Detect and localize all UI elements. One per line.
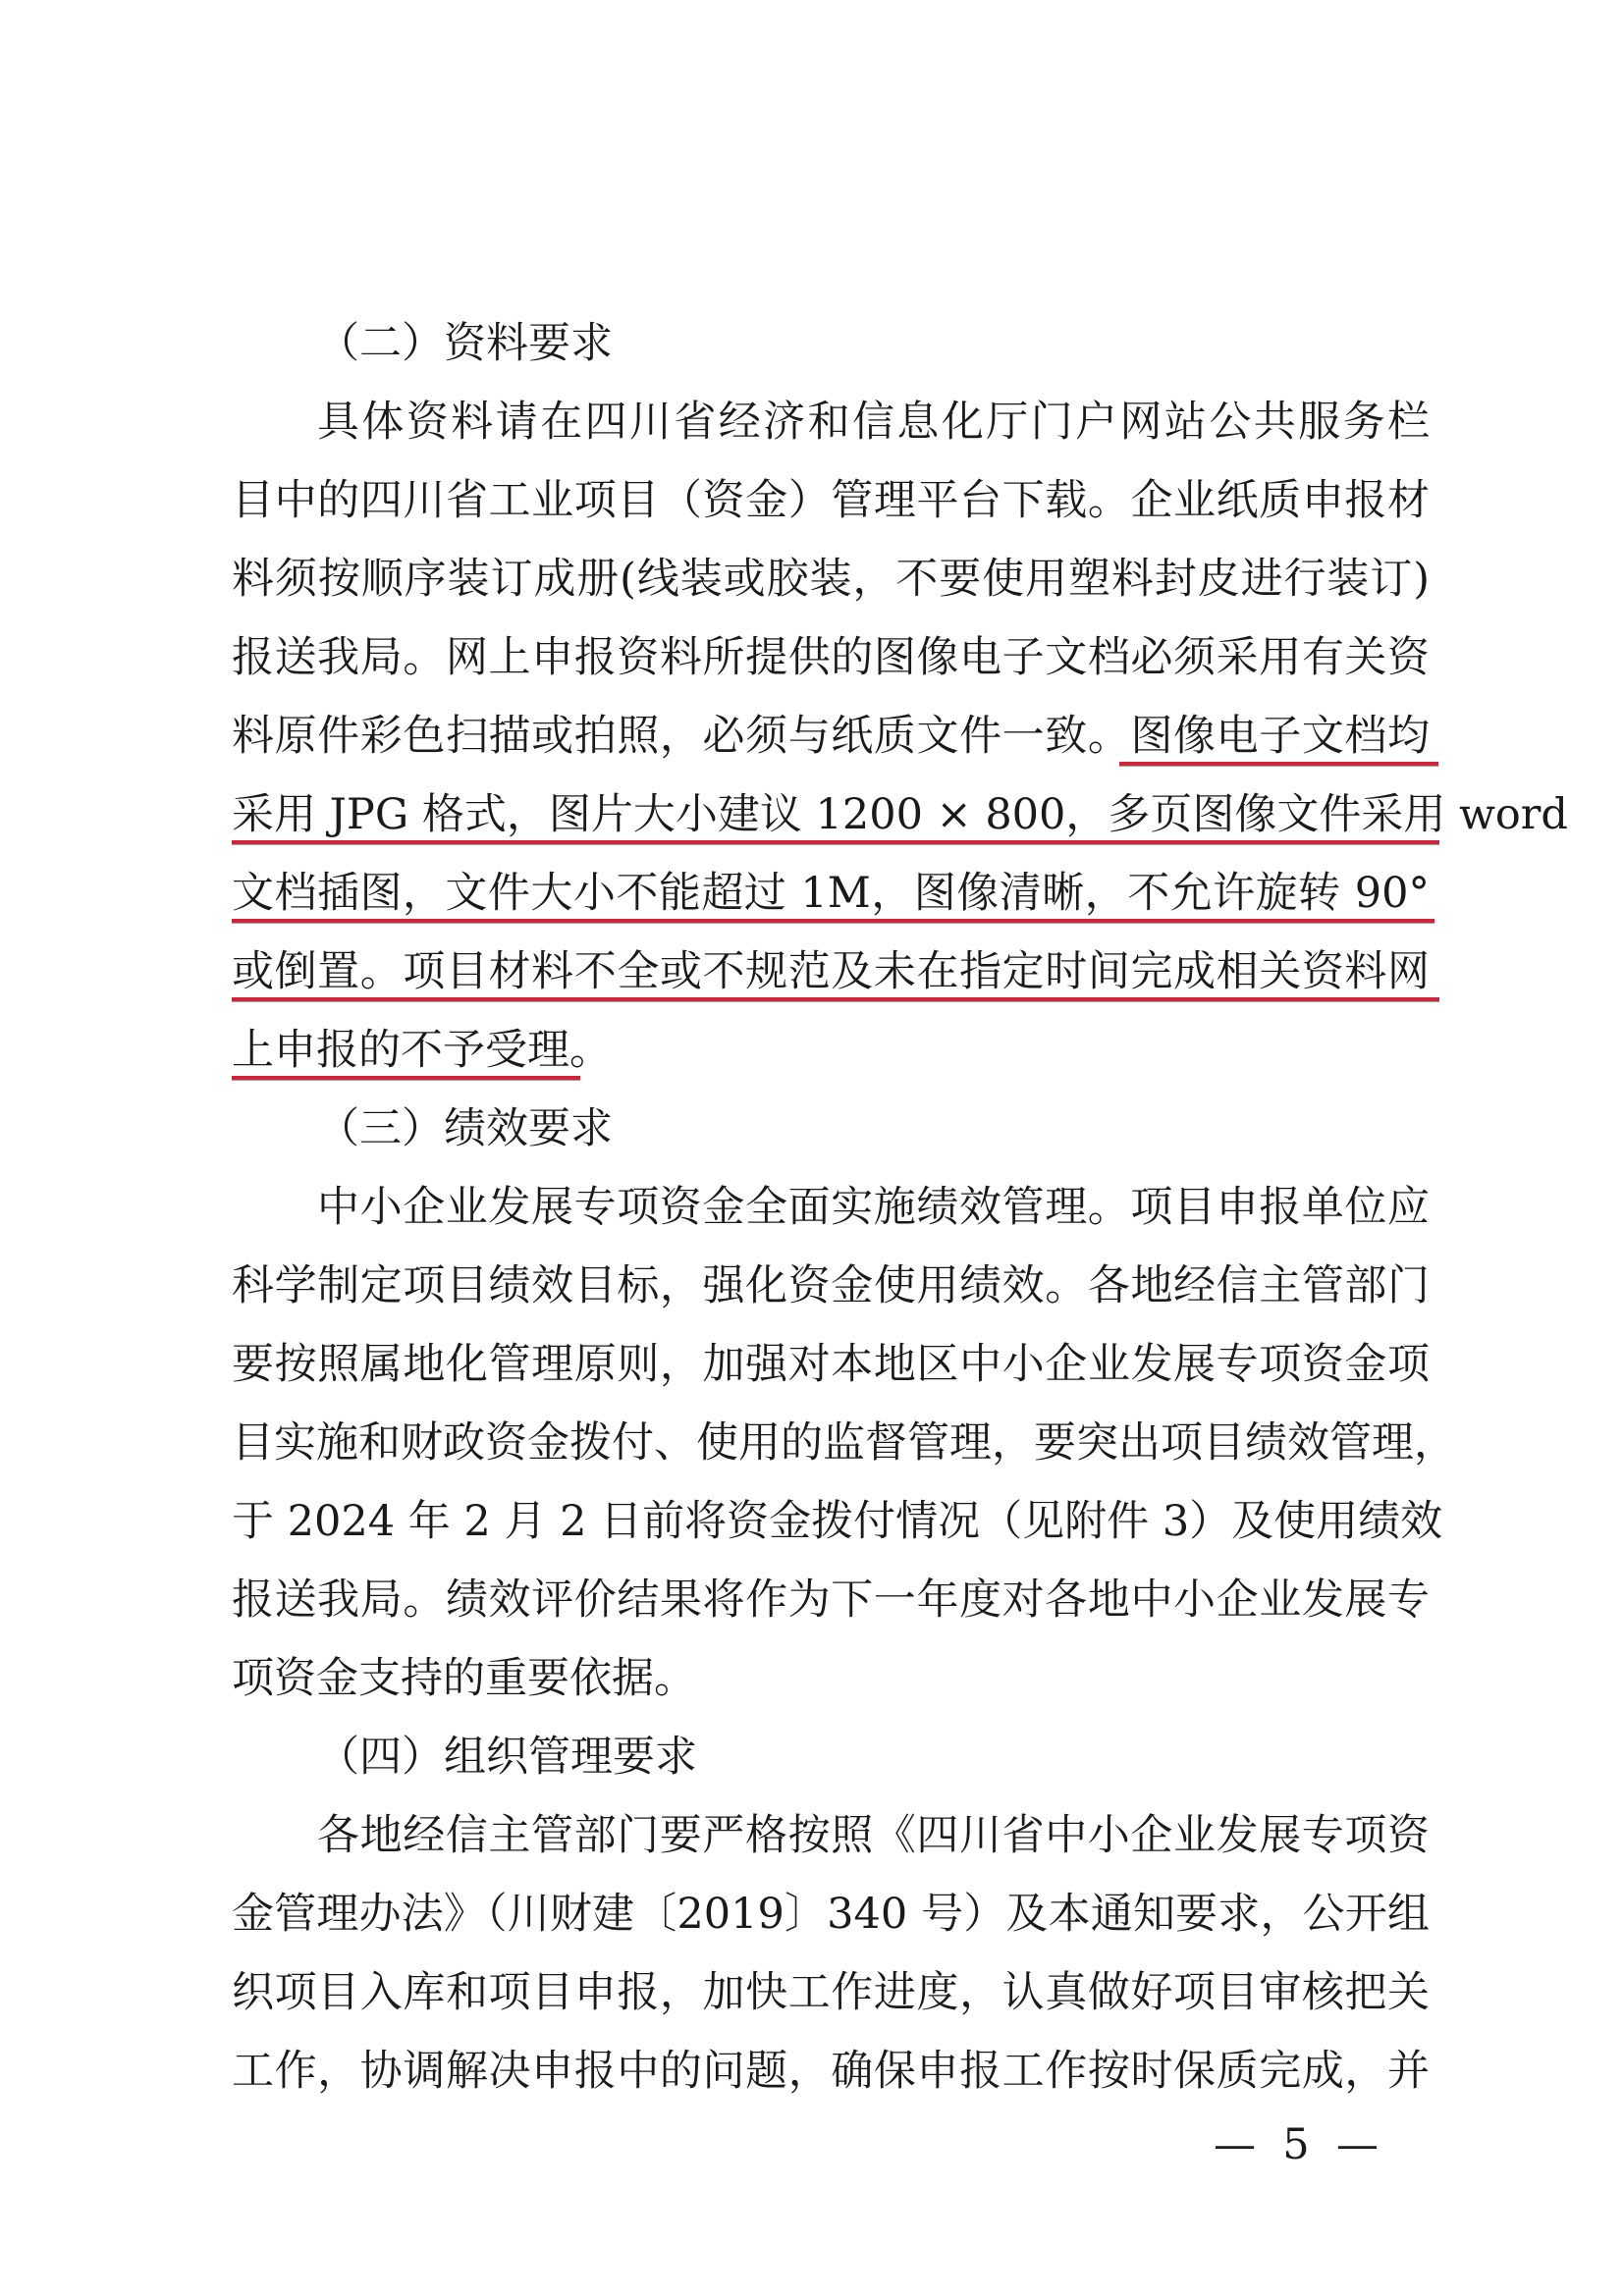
paragraph-line: 织项目入库和项目申报，加快工作进度，认真做好项目审核把关 bbox=[232, 1968, 1430, 2017]
highlight-underline bbox=[1119, 762, 1438, 767]
paragraph-line: 金管理办法》（川财建〔2019〕340 号）及本通知要求，公开组 bbox=[232, 1890, 1430, 1939]
paragraph-line: 目中的四川省工业项目（资金）管理平台下载。企业纸质申报材 bbox=[232, 476, 1430, 525]
paragraph-line: 上申报的不予受理。 bbox=[232, 1026, 612, 1075]
section-heading-materials: （二）资料要求 bbox=[317, 319, 613, 368]
paragraph-line: 目实施和财政资金拨付、使用的监督管理，要突出项目绩效管理， bbox=[232, 1418, 1456, 1468]
paragraph-line: 要按照属地化管理原则，加强对本地区中小企业发展专项资金项 bbox=[232, 1340, 1430, 1389]
paragraph-line: 科学制定项目绩效目标，强化资金使用绩效。各地经信主管部门 bbox=[232, 1261, 1430, 1310]
paragraph-line: 文档插图，文件大小不能超过 1M，图像清晰，不允许旋转 90° bbox=[232, 869, 1430, 918]
paragraph-line: 采用 JPG 格式，图片大小建议 1200 × 800，多页图像文件采用 word bbox=[232, 790, 1568, 839]
paragraph-line: 报送我局。网上申报资料所提供的图像电子文档必须采用有关资 bbox=[232, 633, 1430, 682]
paragraph-line: 于 2024 年 2 月 2 日前将资金拨付情况（见附件 3）及使用绩效 bbox=[232, 1497, 1443, 1546]
highlight-underline bbox=[232, 840, 1439, 845]
highlight-underline bbox=[232, 997, 1439, 1002]
section-heading-performance: （三）绩效要求 bbox=[317, 1104, 613, 1153]
highlight-underline bbox=[232, 1076, 580, 1081]
paragraph-line: 工作，协调解决申报中的问题，确保申报工作按时保质完成，并 bbox=[232, 2047, 1430, 2096]
paragraph-line: 中小企业发展专项资金全面实施绩效管理。项目申报单位应 bbox=[317, 1183, 1430, 1232]
paragraph-line: 各地经信主管部门要严格按照《四川省中小企业发展专项资 bbox=[317, 1811, 1430, 1860]
paragraph-line: 料须按顺序装订成册(线装或胶装，不要使用塑料封皮进行装订) bbox=[232, 555, 1430, 604]
paragraph-line: 或倒置。项目材料不全或不规范及未在指定时间完成相关资料网 bbox=[232, 947, 1430, 996]
paragraph-line: 报送我局。绩效评价结果将作为下一年度对各地中小企业发展专 bbox=[232, 1575, 1430, 1625]
paragraph-line: 项资金支持的重要依据。 bbox=[232, 1654, 696, 1703]
paragraph-line: 料原件彩色扫描或拍照，必须与纸质文件一致。图像电子文档均 bbox=[232, 712, 1430, 761]
paragraph-line: 具体资料请在四川省经济和信息化厅门户网站公共服务栏 bbox=[317, 398, 1430, 447]
section-heading-organization: （四）组织管理要求 bbox=[317, 1733, 697, 1782]
highlight-underline bbox=[232, 919, 1434, 924]
page-number: — 5 — bbox=[1213, 2120, 1380, 2169]
